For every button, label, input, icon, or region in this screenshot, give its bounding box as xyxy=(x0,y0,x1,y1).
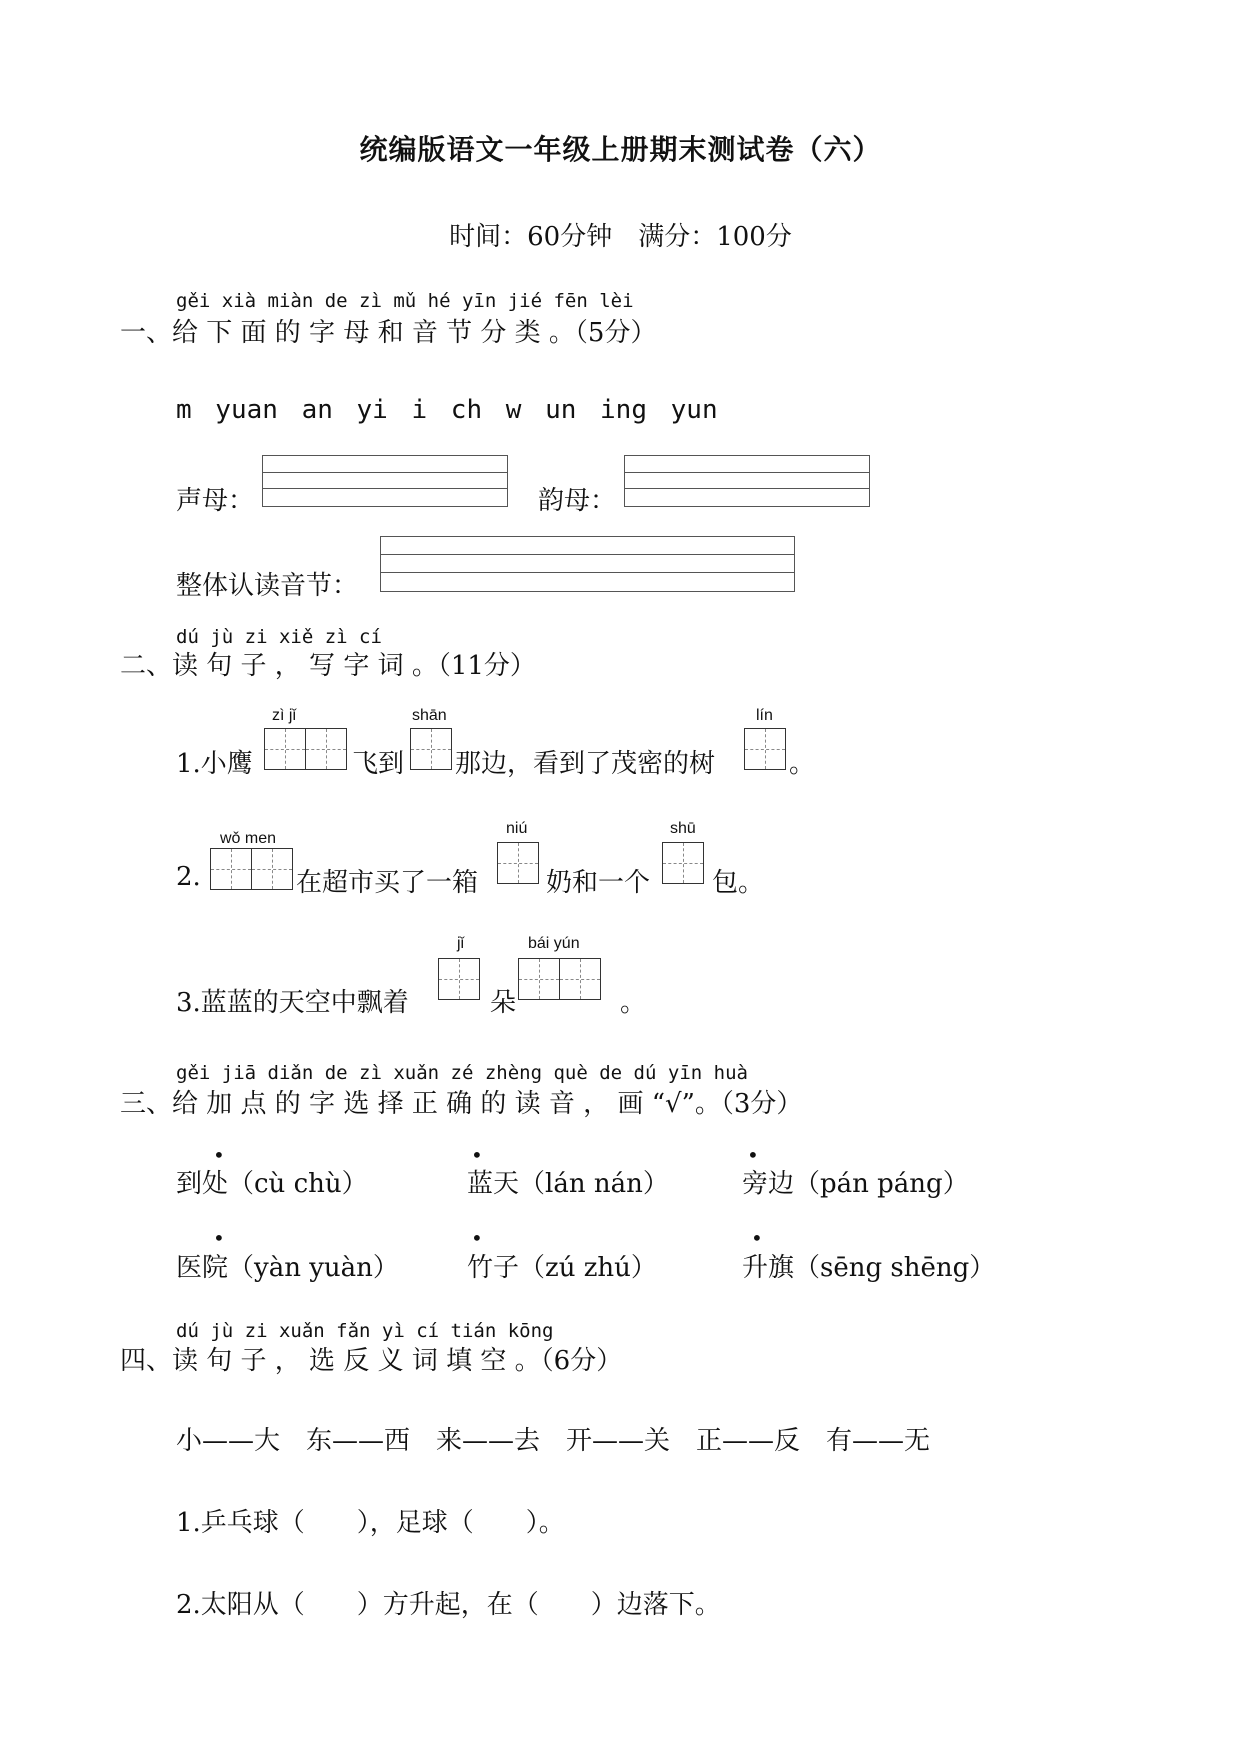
s2-q1-py2: shān xyxy=(412,707,447,724)
s2-q2-grid3[interactable] xyxy=(662,842,704,884)
s2-q1-text-b: 飞到 xyxy=(352,749,405,779)
s2-q2-py3: shū xyxy=(670,820,696,837)
yunmu-answer-lines[interactable] xyxy=(624,455,870,507)
s2-q3-grid1[interactable] xyxy=(438,958,480,1000)
s2-q3-text-c: 。 xyxy=(620,988,647,1018)
page-title: 统编版语文一年级上册期末测试卷（六） xyxy=(359,133,882,166)
s4-q2[interactable]: 2.太阳从（ ）方升起，在（ ）边落下。 xyxy=(176,1590,721,1620)
s3-dot-3: • xyxy=(747,1143,759,1167)
s2-q1-py3: lín xyxy=(756,707,773,724)
s3-item-4[interactable]: 医院（yàn yuàn） xyxy=(176,1253,399,1283)
s2-q2-text-a: 2. xyxy=(176,862,201,892)
s2-q2-py1: wǒ men xyxy=(220,830,277,847)
s2-q3-text-a: 3.蓝蓝的天空中飘着 xyxy=(176,988,409,1018)
s3-item-6[interactable]: 升旗（sēng shēng） xyxy=(742,1253,996,1283)
s2-q2-text-c: 奶和一个 xyxy=(546,868,651,898)
s4-heading: 四、读 句 子 ， 选 反 义 词 填 空 。（6分） xyxy=(120,1346,623,1376)
s2-pinyin: dú jù zi xiě zì cí xyxy=(176,626,382,648)
zhengti-answer-lines[interactable] xyxy=(380,536,795,592)
s2-q3-grid2[interactable] xyxy=(518,958,601,1000)
s2-q1-py1: zì jǐ xyxy=(272,707,296,724)
yunmu-label: 韵母： xyxy=(538,486,617,516)
s2-q2-py2: niú xyxy=(506,820,528,837)
s3-dot-6: • xyxy=(751,1226,763,1250)
s3-item-2[interactable]: 蓝天（lán nán） xyxy=(467,1169,669,1199)
s2-q3-py2: bái yún xyxy=(528,935,580,952)
s2-q3-text-b: 朵 xyxy=(490,988,517,1018)
s3-item-1[interactable]: 到处（cù chù） xyxy=(176,1169,368,1199)
s2-q1-grid2[interactable] xyxy=(410,728,452,770)
s2-heading: 二、读 句 子 ， 写 字 词 。（11分） xyxy=(120,651,536,681)
s3-dot-5: • xyxy=(471,1226,483,1250)
s1-heading: 一、给 下 面 的 字 母 和 音 节 分 类 。（5分） xyxy=(120,318,657,348)
s3-dot-2: • xyxy=(471,1143,483,1167)
s3-dot-1: • xyxy=(213,1143,225,1167)
s2-q2-grid1[interactable] xyxy=(210,848,293,890)
s2-q3-py1: jǐ xyxy=(457,935,465,952)
s1-pinyin: gěi xià miàn de zì mǔ hé yīn jié fēn lèi xyxy=(176,290,634,312)
s2-q1-grid1[interactable] xyxy=(264,728,347,770)
exam-info: 时间：60分钟 满分：100分 xyxy=(449,222,792,252)
s3-pinyin: gěi jiā diǎn de zì xuǎn zé zhèng què de dú yīn huà xyxy=(176,1062,748,1084)
s3-item-3[interactable]: 旁边（pán páng） xyxy=(742,1169,969,1199)
s3-heading: 三、给 加 点 的 字 选 择 正 确 的 读 音 ， 画 “√”。（3分） xyxy=(120,1089,803,1119)
s4-pinyin: dú jù zi xuǎn fǎn yì cí tián kōng xyxy=(176,1320,554,1342)
s2-q2-grid2[interactable] xyxy=(497,842,539,884)
zhengti-label: 整体认读音节： xyxy=(176,571,359,601)
s4-antonym-pairs: 小——大 东——西 来——去 开——关 正——反 有——无 xyxy=(176,1426,931,1456)
s4-q1[interactable]: 1.乒乓球（ ），足球（ ）。 xyxy=(176,1508,565,1538)
s3-item-5[interactable]: 竹子（zú zhú） xyxy=(467,1253,657,1283)
s2-q1-grid3[interactable] xyxy=(744,728,786,770)
s2-q1-text-c: 那边，看到了茂密的树 xyxy=(455,749,716,779)
shengmu-answer-lines[interactable] xyxy=(262,455,508,507)
s2-q2-text-d: 包。 xyxy=(712,868,765,898)
s1-letters: m yuan an yi i ch w un ing yun xyxy=(176,395,718,425)
s2-q1-text-d: 。 xyxy=(789,749,816,779)
s2-q1-text-a: 1.小鹰 xyxy=(176,749,253,779)
shengmu-label: 声母： xyxy=(176,486,255,516)
s3-dot-4: • xyxy=(213,1226,225,1250)
s2-q2-text-b: 在超市买了一箱 xyxy=(296,868,479,898)
